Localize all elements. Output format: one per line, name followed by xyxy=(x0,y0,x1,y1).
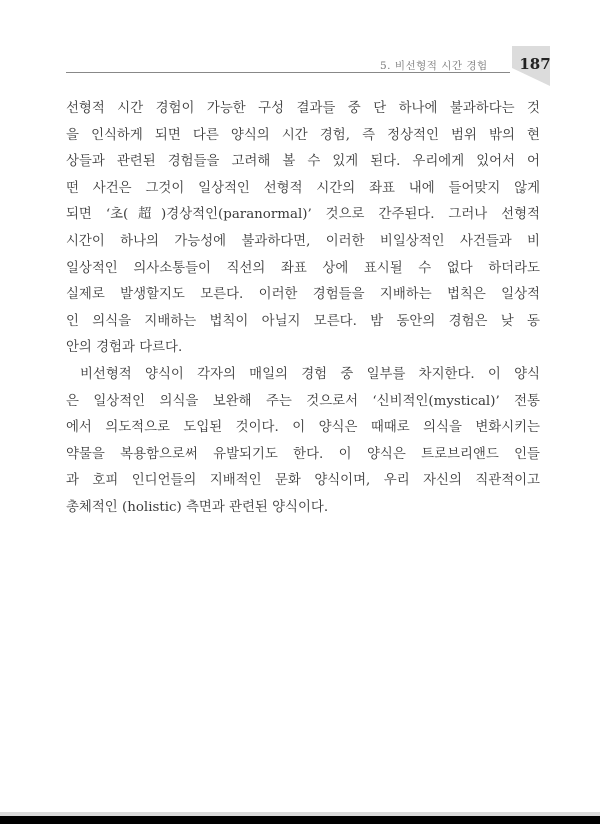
paragraph-1 xyxy=(66,96,540,362)
page-number: 187 xyxy=(519,55,551,73)
text-line: 약물을 복용함으로써 유발되기도 한다. 이 양식은 트로브리앤드 인들 xyxy=(66,446,540,462)
text-line: 상들과 관련된 경험들을 고려해 볼 수 있게 된다. 우리에게 있어서 어 xyxy=(66,154,540,170)
text-line: 은 일상적인 의식을 보완해 주는 것으로서 ‘신비적인(mystical)’ 전통 xyxy=(66,393,540,409)
header-rule xyxy=(66,72,510,73)
paragraph-2 xyxy=(66,362,540,522)
body-text xyxy=(66,96,540,522)
text-line: 총체적인 (holistic) 측면과 관련된 양식이다. xyxy=(66,499,329,515)
text-line: 비선형적 양식이 각자의 매일의 경험 중 일부를 차지한다. 이 양식 xyxy=(80,366,540,382)
text-line: 과 호피 인디언들의 지배적인 문화 양식이며, 우리 자신의 직관적이고 xyxy=(66,473,540,489)
text-line: 되면 ‘초(超)경상적인(paranormal)’ 것으로 간주된다. 그러나 선형적 xyxy=(66,207,540,223)
text-line: 에서 의도적으로 도입된 것이다. 이 양식은 때때로 의식을 변화시키는 xyxy=(66,420,540,436)
running-head: 5. 비선형적 시간 경험 xyxy=(380,60,488,72)
text-line: 선형적 시간 경험이 가능한 구성 결과들 중 단 하나에 불과하다는 것 xyxy=(66,101,540,116)
text-line: 일상적인 의사소통들이 직선의 좌표 상에 표시될 수 없다 하더라도 xyxy=(66,260,540,276)
text-line: 떤 사건은 그것이 일상적인 선형적 시간의 좌표 내에 들어맞지 않게 xyxy=(66,180,540,196)
bottom-border xyxy=(0,816,600,824)
text-line: 인 의식을 지배하는 법칙이 아닐지 모른다. 밤 동안의 경험은 낮 동 xyxy=(66,313,540,329)
text-line: 실제로 발생할지도 모른다. 이러한 경험들을 지배하는 법칙은 일상적 xyxy=(66,287,540,303)
text-line: 을 인식하게 되면 다른 양식의 시간 경험, 즉 정상적인 범위 밖의 현 xyxy=(66,127,540,143)
text-line: 안의 경험과 다르다. xyxy=(66,340,183,356)
text-line: 시간이 하나의 가능성에 불과하다면, 이러한 비일상적인 사건들과 비 xyxy=(66,233,540,249)
